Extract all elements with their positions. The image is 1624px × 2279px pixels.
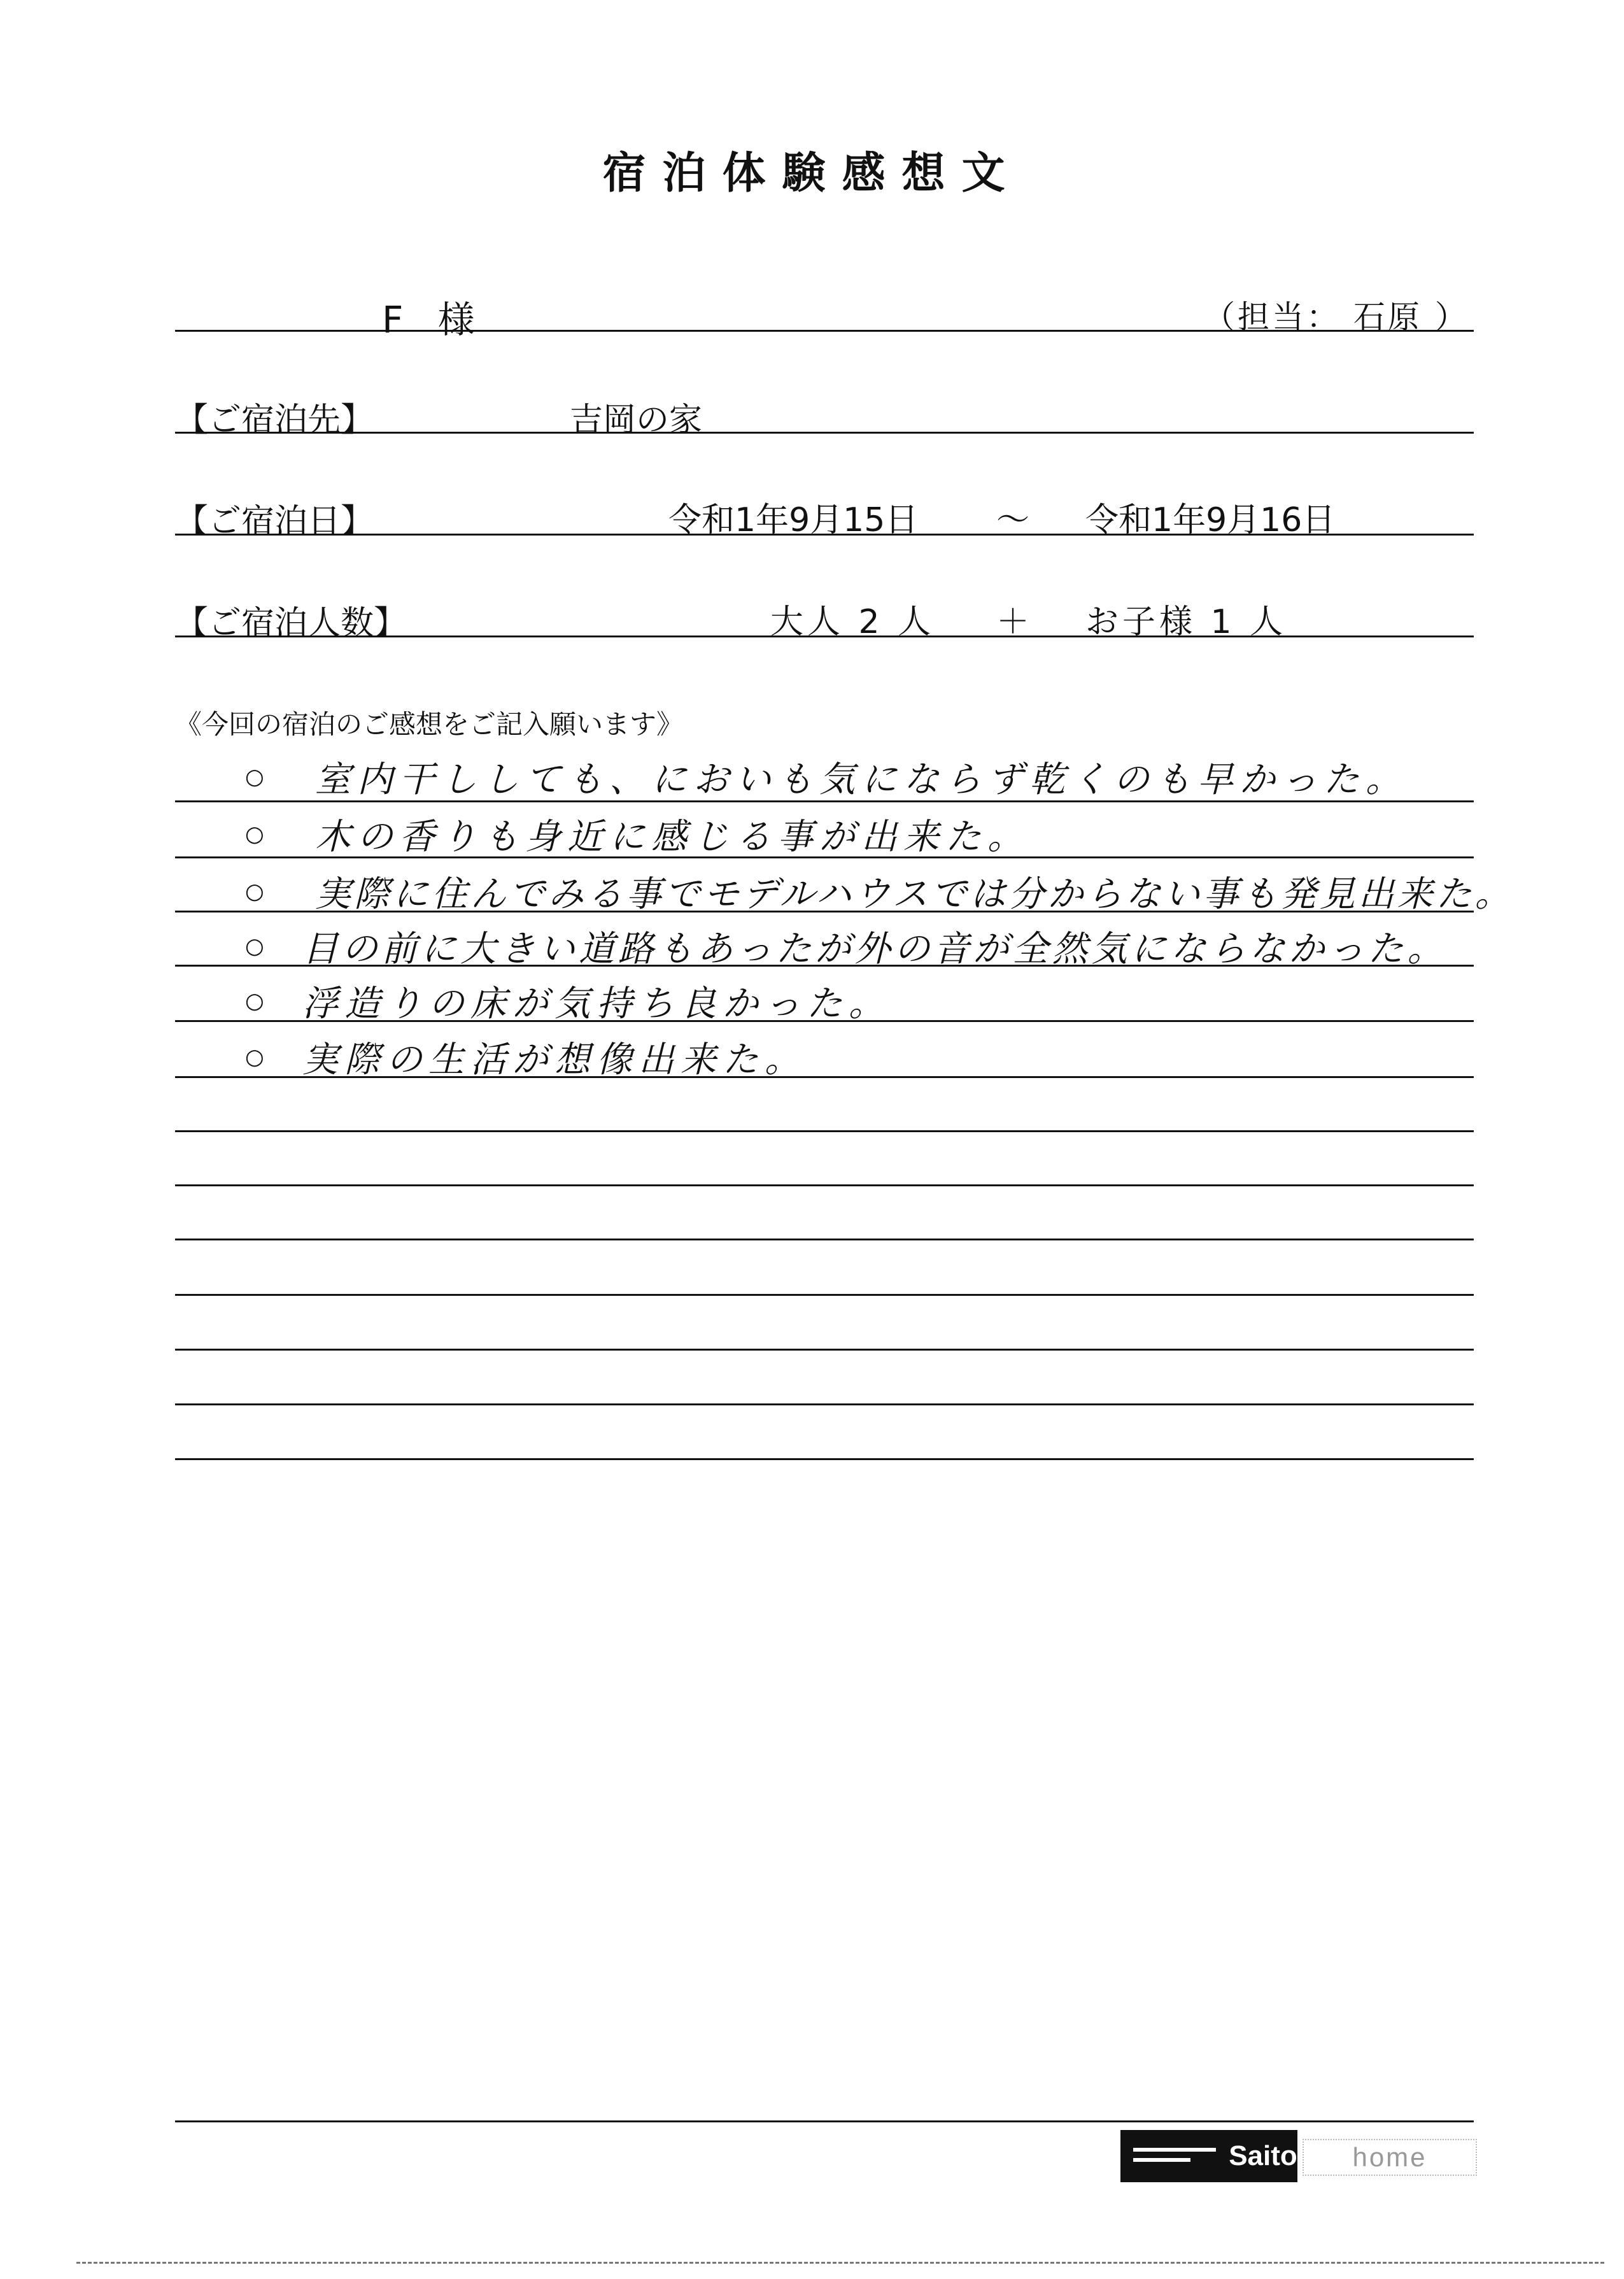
logo-sub: home [1303, 2139, 1477, 2176]
guest-count-label: 【ご宿泊人数】 [175, 604, 407, 643]
comment-prompt: 《今回の宿泊のご感想をご記入願います》 [175, 709, 684, 740]
child-count: お子様 1 人 [1085, 603, 1287, 641]
footer-rule [175, 2120, 1474, 2122]
guest-underline [175, 330, 1474, 332]
comment-text: 浮造りの床が気持ち良かった。 [302, 983, 891, 1025]
comment-text: 室内干ししても、においも気にならず乾くのも早かった。 [315, 759, 1408, 800]
comment-line [175, 1020, 1474, 1022]
comment-bullet: ○ [245, 988, 264, 1014]
stay-date-label: 【ご宿泊日】 [175, 502, 374, 541]
comment-text: 目の前に大きい道路もあったが外の音が全然気にならなかった。 [302, 928, 1447, 970]
comment-line [175, 856, 1474, 858]
logo-mark-icon [1120, 2130, 1229, 2182]
staff-in-charge: （担当： 石原 ） [1203, 299, 1469, 336]
guest-count-underline [175, 635, 1474, 637]
bottom-dashed-edge [76, 2262, 1604, 2264]
comment-bullet: ○ [245, 879, 264, 904]
stay-location-underline [175, 432, 1474, 434]
stay-location-label: 【ご宿泊先】 [175, 401, 374, 439]
comment-line [175, 911, 1474, 912]
logo-brand: Saito [1229, 2130, 1297, 2182]
plus-sign: ＋ [996, 603, 1030, 641]
stay-date-start: 令和1年9月15日 [668, 501, 919, 539]
blank-line [175, 1294, 1474, 1296]
blank-line [175, 1184, 1474, 1186]
comment-text: 実際の生活が想像出来た。 [302, 1039, 807, 1081]
stay-date-end: 令和1年9月16日 [1085, 501, 1336, 539]
comment-bullet: ○ [245, 821, 264, 847]
adult-count: 大人 2 人 [770, 603, 935, 641]
comment-bullet: ○ [245, 934, 264, 959]
stay-location-value: 吉岡の家 [570, 401, 703, 439]
comment-text: 木の香りも身近に感じる事が出来た。 [315, 816, 1029, 858]
blank-line [175, 1403, 1474, 1405]
blank-line [175, 1130, 1474, 1132]
comment-line [175, 965, 1474, 967]
comment-line [175, 1076, 1474, 1078]
blank-line [175, 1349, 1474, 1351]
comment-bullet: ○ [245, 1044, 264, 1070]
comment-line [175, 800, 1474, 802]
page-title: 宿泊体験感想文 [602, 148, 1022, 199]
saito-home-logo [1120, 2130, 1477, 2182]
comment-bullet: ○ [245, 764, 264, 790]
blank-line [175, 1239, 1474, 1240]
blank-line [175, 1458, 1474, 1460]
guest-name: F 様 [382, 298, 486, 341]
stay-date-separator: ～ [996, 501, 1030, 539]
stay-date-underline [175, 534, 1474, 536]
comment-text: 実際に住んでみる事でモデルハウスでは分からない事も発見出来た。 [315, 874, 1514, 915]
